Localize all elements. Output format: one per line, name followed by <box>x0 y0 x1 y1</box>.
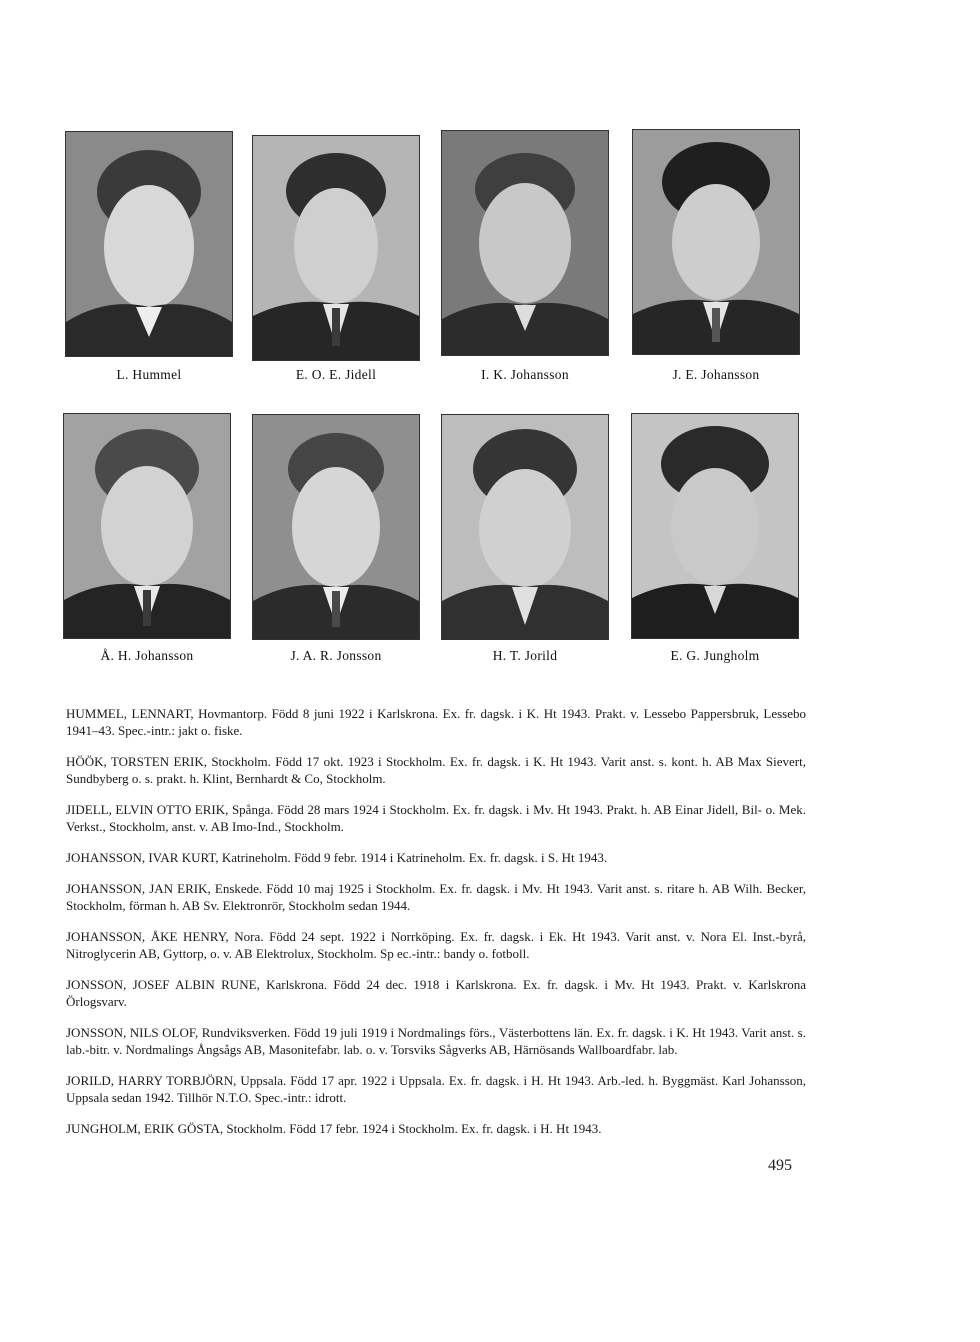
portrait-photo <box>63 413 231 639</box>
portrait-photo <box>65 131 233 357</box>
portrait-caption: Å. H. Johansson <box>100 648 194 663</box>
portrait-caption: E. G. Jungholm <box>670 648 760 663</box>
biography-entry: JIDELL, ELVIN OTTO ERIK, Spånga. Född 28 mars 1924 i Stockholm. Ex. fr. dagsk. i Mv. Ht 1943. Prakt. h. AB Einar Jidell, Bil- o. Mek. Verkst., Stockholm, anst. v. AB Imo-Ind., Stockholm. <box>66 802 806 834</box>
portrait-photo <box>252 135 420 361</box>
biography-entry: JOHANSSON, ÅKE HENRY, Nora. Född 24 sept. 1922 i Norrköping. Ex. fr. dagsk. i Ek. Ht 1943. Varit anst. v. Nora El. Inst.-byrå, Nitroglycerin AB, Gyttorp, o. v. AB Elektrolux, Stockholm. Sp ec.-intr.: bandy o. fotboll. <box>66 929 806 961</box>
portrait-caption: J. A. R. Jonsson <box>290 648 382 663</box>
biography-entry: JUNGHOLM, ERIK GÖSTA, Stockholm. Född 17 febr. 1924 i Stockholm. Ex. fr. dagsk. i H. Ht 1943. <box>66 1121 602 1136</box>
biography-list <box>66 705 806 1151</box>
portrait-caption: J. E. Johansson <box>672 367 760 382</box>
biography-entry: JONSSON, NILS OLOF, Rundviksverken. Född 19 juli 1919 i Nordmalings förs., Västerbottens län. Ex. fr. dagsk. i K. Ht 1943. Varit anst. s. lab.-bitr. v. Nordmalings Ångsågs AB, Masonitefabr. lab. o. v. Torsviks Sågverks AB, Härnösands Wallboardfabr. lab. <box>66 1025 806 1057</box>
page-number: 495 <box>768 1157 792 1174</box>
biography-entry: JORILD, HARRY TORBJÖRN, Uppsala. Född 17 apr. 1922 i Uppsala. Ex. fr. dagsk. i H. Ht 1943. Arb.-led. h. Byggmäst. Karl Johansson, Uppsala sedan 1942. Tillhör N.T.O. Spec.-intr.: idrott. <box>66 1073 806 1105</box>
biography-entry: JONSSON, JOSEF ALBIN RUNE, Karlskrona. Född 24 dec. 1918 i Karlskrona. Ex. fr. dagsk. i Mv. Ht 1943. Prakt. v. Karlskrona Örlogsvarv. <box>66 977 806 1009</box>
portrait-photo <box>252 414 420 640</box>
portrait-photo <box>631 413 799 639</box>
portrait-photo <box>441 414 609 640</box>
biography-entry: JOHANSSON, IVAR KURT, Katrineholm. Född 9 febr. 1914 i Katrineholm. Ex. fr. dagsk. i S. Ht 1943. <box>66 850 608 865</box>
portrait-caption: I. K. Johansson <box>481 367 569 382</box>
portrait-caption: E. O. E. Jidell <box>295 367 377 382</box>
biography-entry: JOHANSSON, JAN ERIK, Enskede. Född 10 maj 1925 i Stockholm. Ex. fr. dagsk. i Mv. Ht 1943. Varit anst. s. ritare h. AB Wilh. Becker, Stockholm, förman h. AB Sv. Elektronrör, Stockholm sedan 1944. <box>66 881 806 913</box>
portrait-caption: L. Hummel <box>116 367 182 382</box>
biography-entry: HÖÖK, TORSTEN ERIK, Stockholm. Född 17 okt. 1923 i Stockholm. Ex. fr. dagsk. i K. Ht 1943. Varit anst. s. kont. h. AB Max Sievert, Sundbyberg o. s. prakt. h. Klint, Bernhardt & Co, Stockholm. <box>66 754 806 786</box>
portrait-caption: H. T. Jorild <box>492 648 558 663</box>
portrait-photo <box>632 129 800 355</box>
biography-entry: HUMMEL, LENNART, Hovmantorp. Född 8 juni 1922 i Karlskrona. Ex. fr. dagsk. i K. Ht 1943. Prakt. v. Lessebo Pappersbruk, Lessebo 1941–43. Spec.-intr.: jakt o. fiske. <box>66 706 806 738</box>
portrait-photo <box>441 130 609 356</box>
